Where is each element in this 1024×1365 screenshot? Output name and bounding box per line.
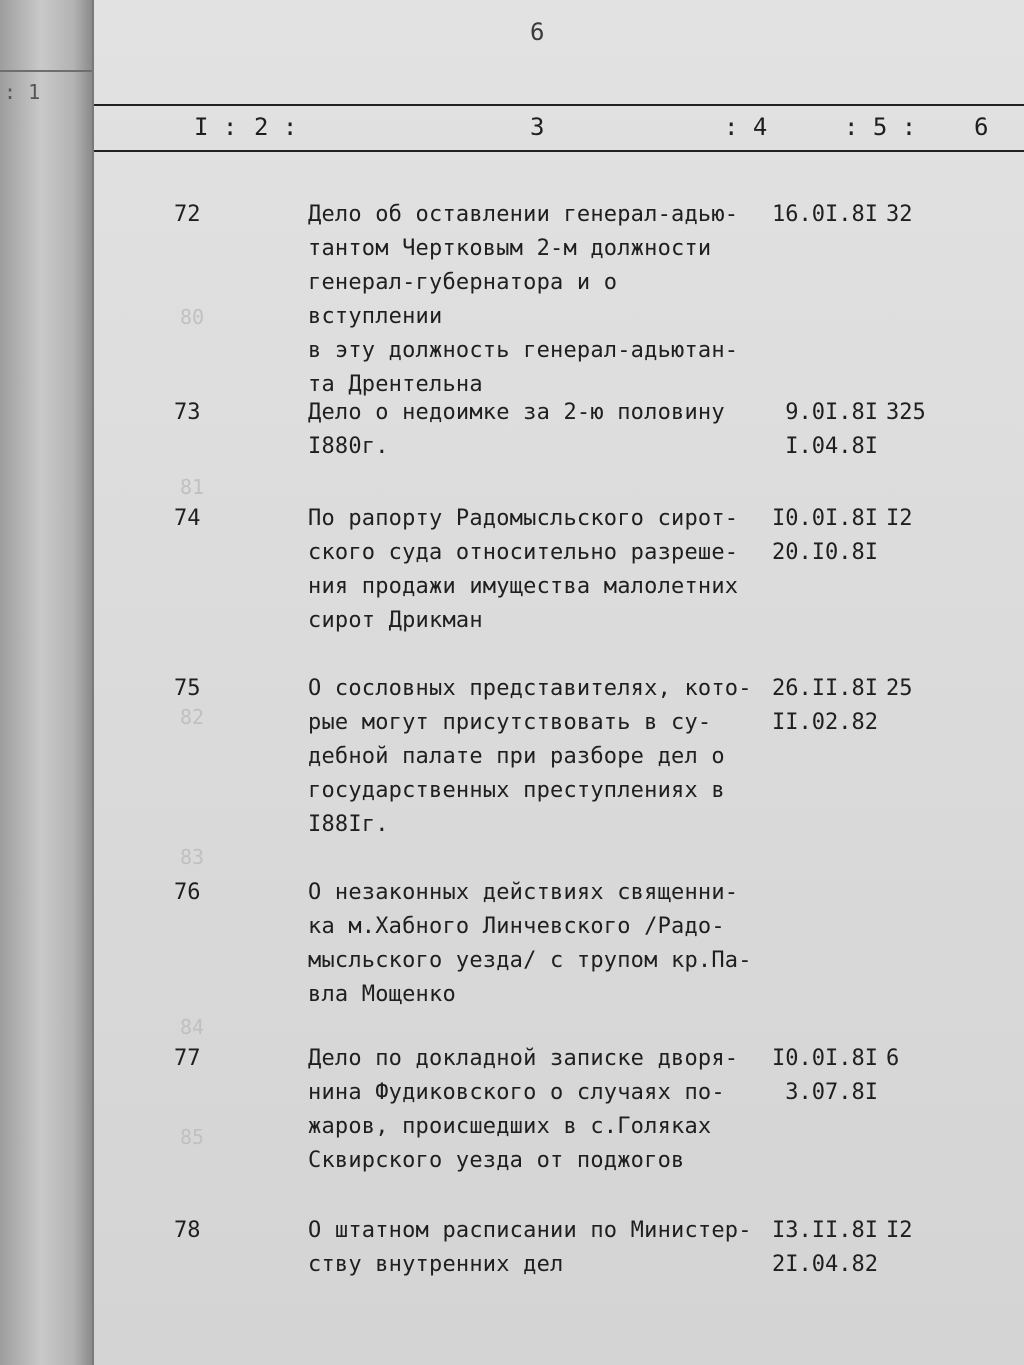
column-header-6: 6: [974, 113, 989, 141]
row-number: 78: [174, 1218, 201, 1243]
header-rule-bottom: [94, 150, 1024, 152]
column-header-1: I :: [194, 113, 238, 141]
left-page-rule: [0, 70, 92, 72]
row-dates: [758, 672, 878, 740]
row-title: О сословных представителях, кото- рые могут присутствовать в су- дебной палате при разборе дел о государственных преступлениях в I88Iг.: [308, 676, 752, 837]
date-end: 3.07.8I: [785, 1080, 878, 1105]
column-header-4: : 4: [724, 113, 768, 141]
date-end: II.02.82: [772, 710, 878, 735]
row-dates: [758, 1042, 878, 1110]
date-start: I0.0I.8I: [772, 1046, 878, 1071]
row-sheet-count: 32: [886, 202, 913, 227]
row-number: 74: [174, 506, 201, 531]
date-start: 16.0I.8I: [772, 202, 878, 227]
row-dates: [758, 198, 878, 232]
row-sheet-count: I2: [886, 1218, 913, 1243]
row-title: По рапорту Радомысльского сирот- ского суда относительно разреше- ния продажи имущества малолетних сирот Дрикман: [308, 506, 739, 633]
bleed-through-mark: 80: [180, 305, 205, 329]
date-end: I.04.8I: [785, 434, 878, 459]
left-page-mark: : 1: [4, 80, 41, 104]
row-title: Дело об оставлении генерал-адью- тантом Чертковым 2-м должности генерал-губернатора и о вступлении в эту должность генерал-адьютан- та Дрентельна: [308, 202, 739, 397]
row-title: О незаконных действиях священни- ка м.Хабного Линчевского /Радо- мысльского уезда/ с трупом кр.Па- вла Мощенко: [308, 880, 752, 1007]
row-number: 77: [174, 1046, 201, 1071]
date-start: I3.II.8I: [772, 1218, 878, 1243]
row-title: Дело по докладной записке дворя- нина Фудиковского о случаях по- жаров, происшедших в с.Голяках Сквирского уезда от поджогов: [308, 1046, 739, 1173]
row-dates: [758, 396, 878, 464]
date-start: 9.0I.8I: [785, 400, 878, 425]
row-sheet-count: 6: [886, 1046, 900, 1071]
row-title: Дело о недоимке за 2-ю половину I880г.: [308, 400, 725, 459]
row-sheet-count: I2: [886, 506, 913, 531]
date-end: 20.I0.8I: [772, 540, 878, 565]
bleed-through-mark: 81: [180, 475, 205, 499]
bleed-through-mark: 85: [180, 1125, 205, 1149]
row-title: О штатном расписании по Министер- ству внутренних дел: [308, 1218, 752, 1277]
column-header-2: 2 :: [254, 113, 298, 141]
row-number: 72: [174, 202, 201, 227]
row-number: 75: [174, 676, 201, 701]
date-start: I0.0I.8I: [772, 506, 878, 531]
date-end: 2I.04.82: [772, 1252, 878, 1277]
column-header-3: 3: [530, 113, 545, 141]
header-rule-top: [94, 104, 1024, 106]
row-sheet-count: 25: [886, 676, 913, 701]
document-sheet: [94, 0, 1024, 1365]
date-start: 26.II.8I: [772, 676, 878, 701]
bleed-through-mark: 82: [180, 705, 205, 729]
row-sheet-count: 325: [886, 400, 926, 425]
page-number: 6: [530, 18, 545, 46]
row-number: 76: [174, 880, 201, 905]
column-header-5: : 5 :: [844, 113, 917, 141]
row-number: 73: [174, 400, 201, 425]
bleed-through-mark: 84: [180, 1015, 205, 1039]
row-dates: [758, 502, 878, 570]
left-page-edge: [0, 0, 94, 1365]
row-dates: [758, 1214, 878, 1282]
bleed-through-mark: 83: [180, 845, 205, 869]
